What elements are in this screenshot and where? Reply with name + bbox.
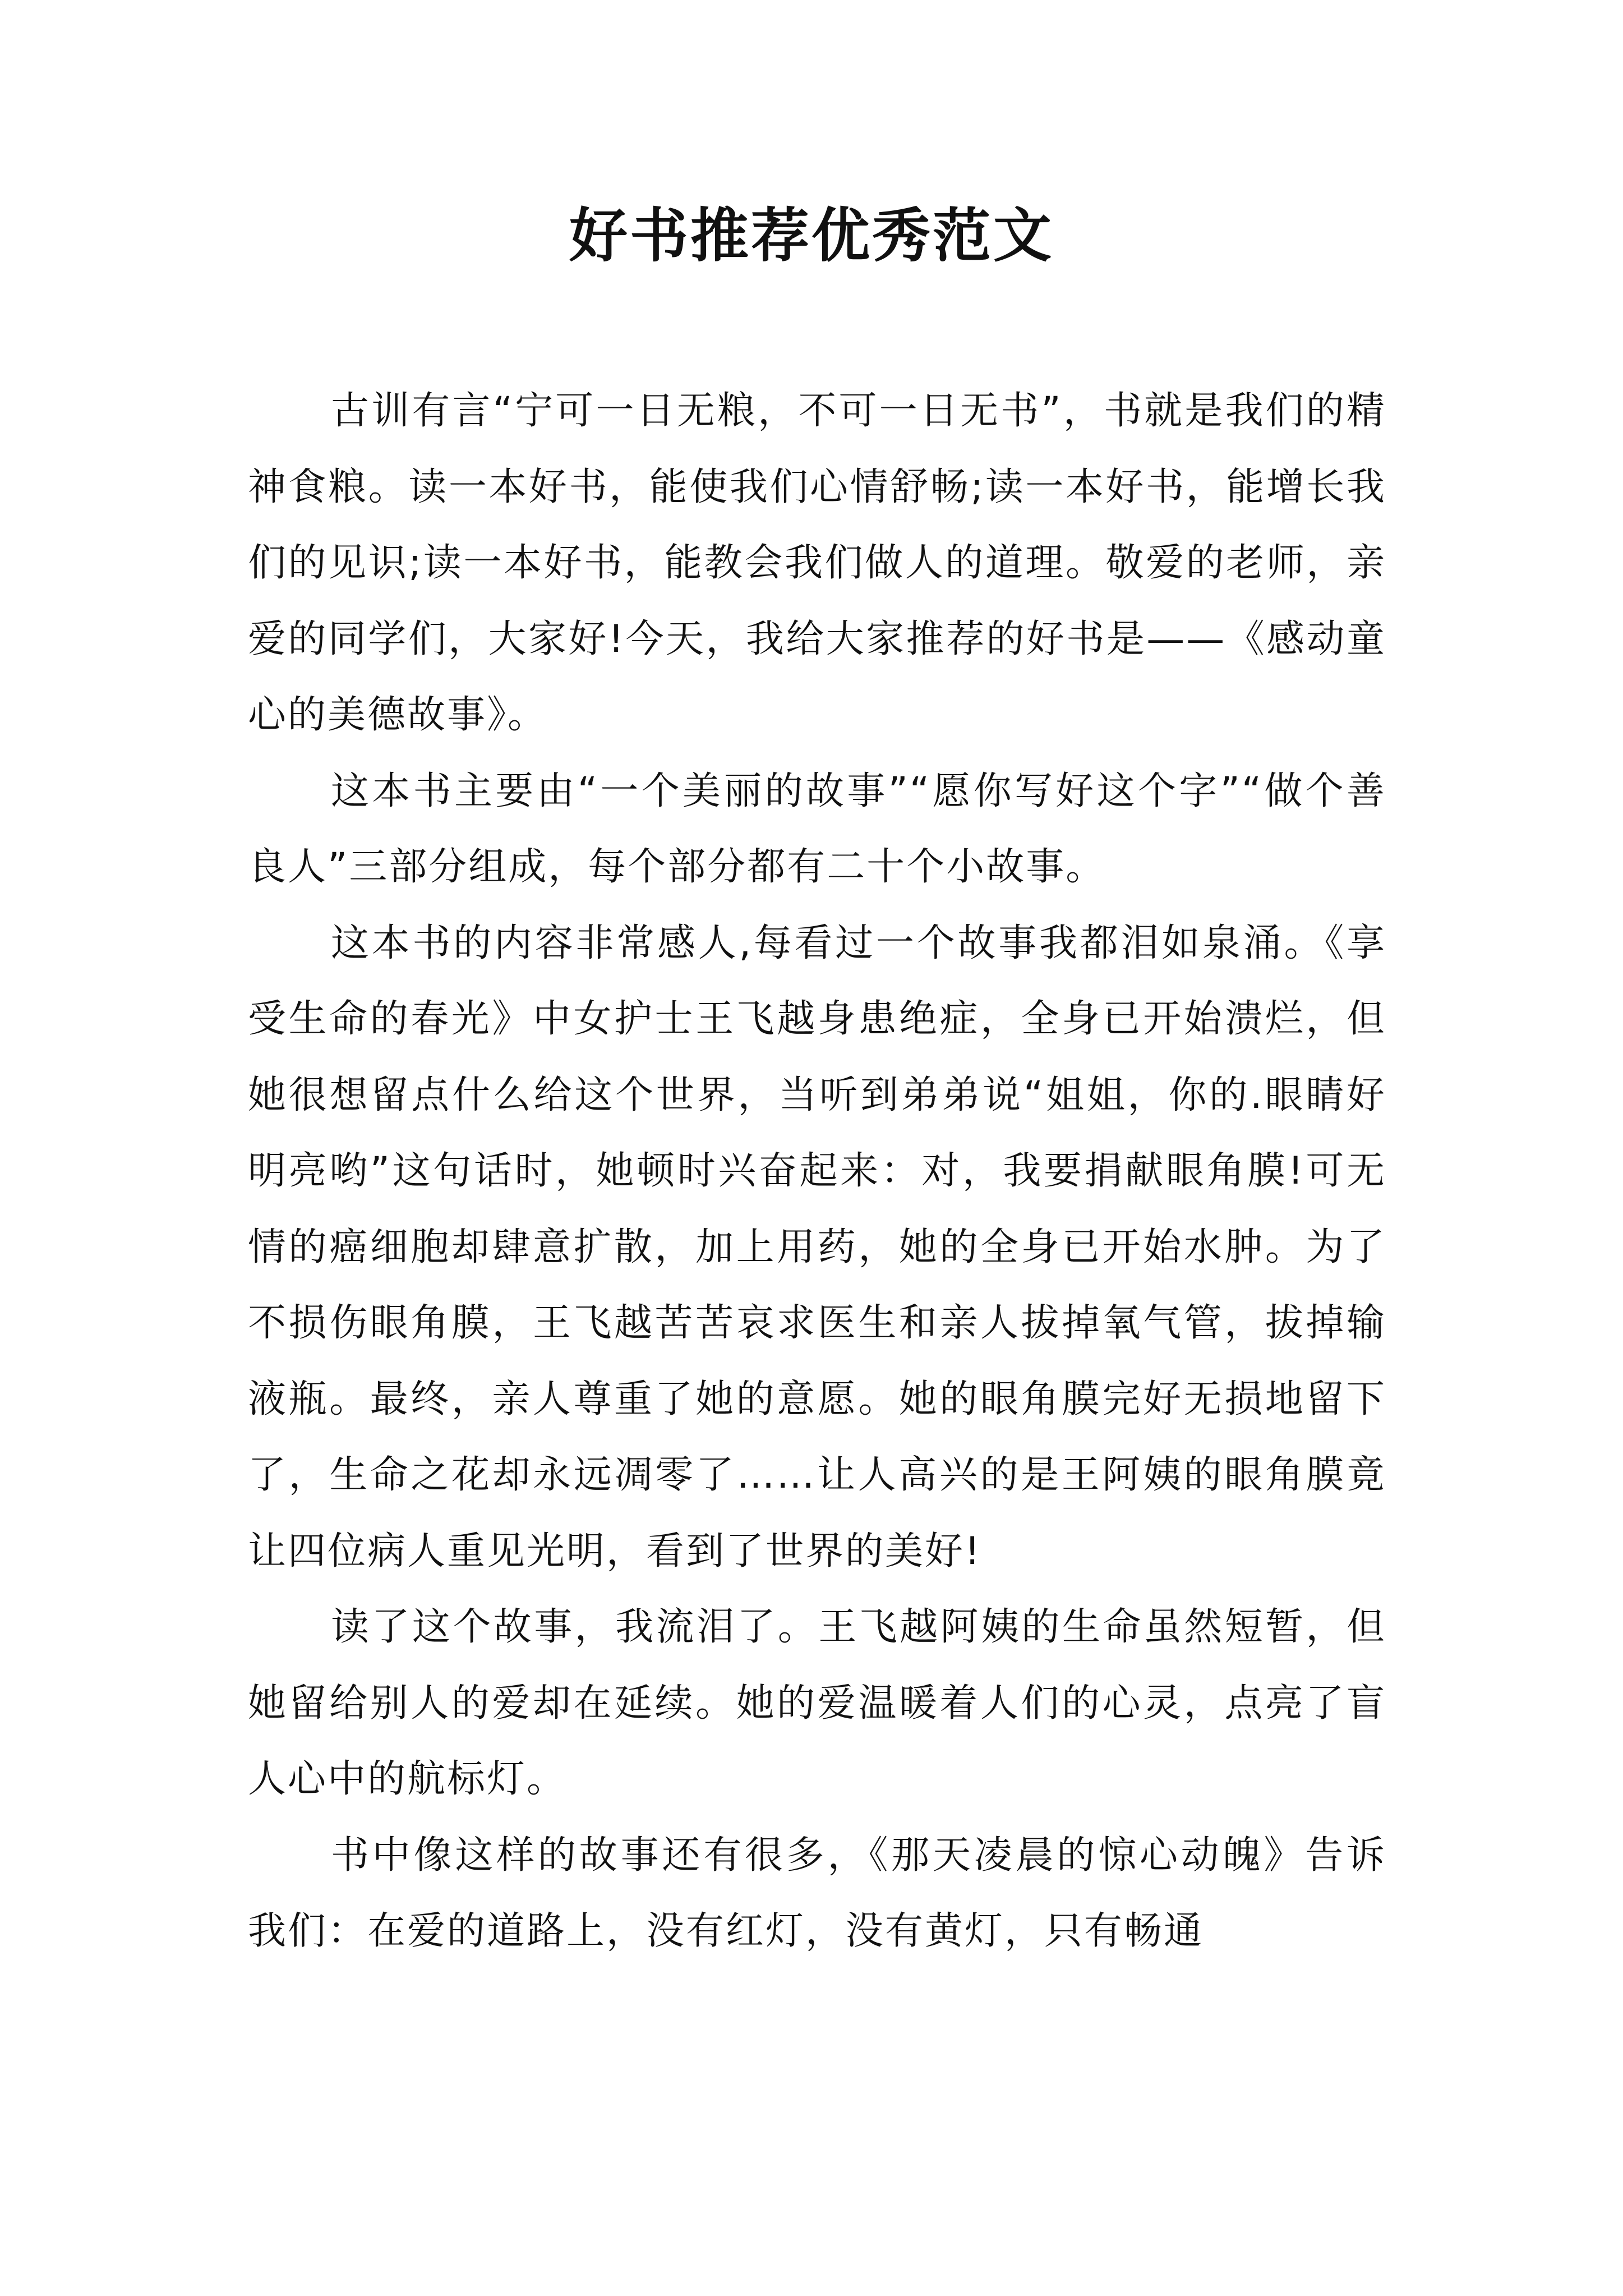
paragraph-story-summary: 这本书的内容非常感人,每看过一个故事我都泪如泉涌。《享受生命的春光》中女护士王飞越身患绝症，全身已开始溃烂，但她很想留点什么给这个世界，当听到弟弟说“姐姐，你的.眼睛好明亮哟”这句话时，她顿时兴奋起来：对，我要捐献眼角膜!可无情的癌细胞却肆意扩散，加上用药，她的全身已开始水肿。为了不损伤眼角膜，王飞越苦苦哀求医生和亲人拔掉氧气管，拔掉输液瓶。最终，亲人尊重了她的意愿。她的眼角膜完好无损地留下了，生命之花却永远凋零了……让人高兴的是王阿姨的眼角膜竟让四位病人重见光明，看到了世界的美好!: [248, 921, 1386, 1573]
paragraph-reflection: 读了这个故事，我流泪了。王飞越阿姨的生命虽然短暂，但她留给别人的爱却在延续。她的爱温暖着人们的心灵，点亮了盲人心中的航标灯。: [248, 1605, 1386, 1801]
paragraph-more-stories: 书中像这样的故事还有很多，《那天凌晨的惊心动魄》告诉我们：在爱的道路上，没有红灯，没有黄灯，只有畅通: [248, 1833, 1386, 1953]
document-body: [248, 373, 1386, 1970]
document-title: 好书推荐优秀范文: [569, 201, 1054, 270]
paragraph-intro: 古训有言“宁可一日无粮，不可一日无书”，书就是我们的精神食粮。读一本好书，能使我们心情舒畅;读一本好书，能增长我们的见识;读一本好书，能教会我们做人的道理。敬爱的老师，亲爱的同学们，大家好!今天，我给大家推荐的好书是——《感动童心的美德故事》。: [248, 389, 1386, 737]
paragraph-book-structure: 这本书主要由“一个美丽的故事”“愿你写好这个字”“做个善良人”三部分组成，每个部分都有二十个小故事。: [248, 769, 1386, 889]
